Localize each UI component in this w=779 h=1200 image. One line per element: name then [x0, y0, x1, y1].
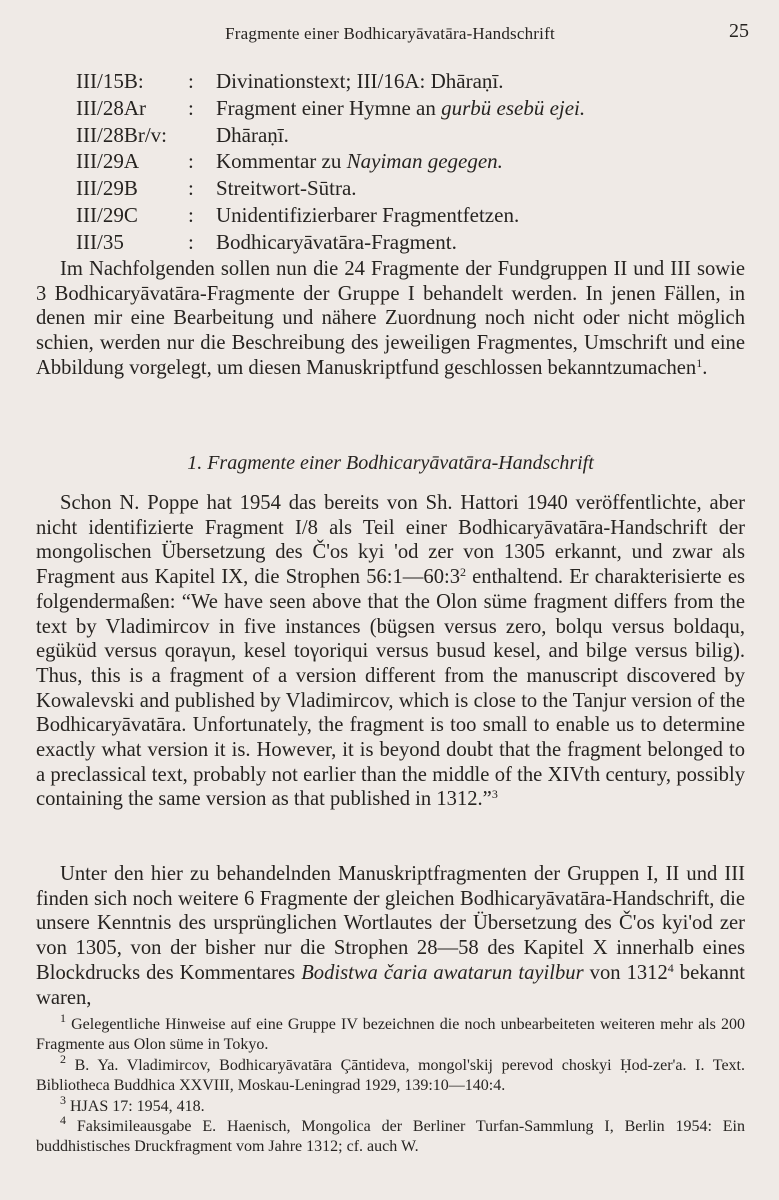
running-title: Fragmente einer Bodhicaryāvatāra-Handschrift	[225, 24, 555, 43]
inventory-colon: :	[188, 69, 194, 93]
inventory-row	[76, 148, 716, 175]
footnote-text: HJAS 17: 1954, 418.	[70, 1097, 205, 1115]
footnote-number: 1	[60, 1011, 66, 1025]
inventory-colon: :	[188, 149, 194, 174]
intro-text: Im Nachfolgenden sollen nun die 24 Fragmente der Fundgruppen II und III sowie 3 Bodhicaryāvatāra-Fragmente der Gruppe I behandelt werden. In jenen Fällen, in denen mir eine Bearbeitung und nähere Zuordnung noch nicht oder nicht möglich schien, werden nur die Beschreibung des jeweiligen Fragmentes, Umschrift und eine Abbildung vorgelegt, um diesen Manuskriptfund geschlossen bekanntzumachen	[36, 258, 745, 379]
inventory-signature: III/28Ar	[76, 95, 146, 120]
inventory-row	[76, 229, 716, 256]
page-number: 25	[729, 20, 749, 42]
paragraph-text: Schon N. Poppe hat 1954 das bereits von Sh. Hattori 1940 veröffentlichte, aber nicht identifizierte Fragment I/8 als Teil einer Bodhicaryāvatāra-Handschrift der mongolischen Übersetzung des Č'os kyi 'od zer von 1305 erkannt, und zwar als Fragment aus Kapitel IX, die Strophen 56:1—60:3	[36, 492, 745, 589]
inventory-signature: III/35	[76, 229, 124, 254]
footnote-text: B. Ya. Vladimircov, Bodhicaryāvatāra Çāntideva, mongol'skij perevod choskyi Ḥod-zer'a. I. Text. Bibliotheca Buddhica XXVIII, Moskau-Leningrad 1929, 139:10—140:4.	[36, 1056, 746, 1095]
footnote-text: Gelegentliche Hinweise auf eine Gruppe IV bezeichnen die noch unbearbeiteten weiteren mehr als 200 Fragmente aus Olon süme in Tokyo.	[36, 1016, 746, 1054]
footnote-ref: 4	[667, 960, 674, 975]
inventory-description: Divinationstext; III/16A: Dhāraṇī.	[216, 69, 504, 93]
inventory-description-italic: Nayiman gegegen.	[346, 149, 503, 174]
inventory-signature: III/15B:	[76, 69, 144, 93]
inventory-colon: :	[188, 95, 194, 120]
footnote	[36, 1113, 745, 1158]
inventory-description-text: Fragment einer Hymne an	[216, 95, 442, 120]
footnote-ref: 3	[491, 787, 498, 802]
footnote	[36, 1051, 746, 1097]
paragraph-text: Unter den hier zu behandelnden Manuskriptfragmenten der Gruppen I, II und III finden sich noch weitere 6 Fragmente der gleichen Bodhicaryāvatāra-Handschrift, die unsere Kenntnis des ursprünglichen Wortlautes der Übersetzung des Č'os kyi'od zer von 1305, von der bisher nur die Strophen 28—58 des Kapitel X innerhalb eines Blockdrucks des Kommentares	[36, 863, 745, 984]
body-paragraph	[36, 862, 745, 1010]
footnote-number: 3	[60, 1092, 66, 1107]
inventory-row	[76, 122, 716, 149]
footnote-ref: 1	[696, 355, 703, 370]
inventory-signature: III/29C	[76, 202, 138, 227]
footnote-text: Faksimileausgabe E. Haenisch, Mongolica der Berliner Turfan-Sammlung I, Berlin 1954: Ein buddhistisches Druckfragment vom Jahre 1312; cf. auch W.	[36, 1118, 745, 1156]
inventory-description: Bodhicaryāvatāra-Fragment.	[216, 229, 457, 254]
inventory-row	[76, 95, 716, 122]
inventory-row	[76, 175, 716, 202]
inventory-row	[76, 202, 716, 229]
inventory-row	[76, 68, 716, 95]
italic-title: Bodistwa čaria awatarun tayilbur	[301, 961, 584, 984]
footnote-number: 4	[60, 1113, 66, 1128]
inventory-colon: :	[188, 202, 194, 227]
paragraph-text: enthaltend. Er charakterisierte es folgendermaßen: “We have seen above that the Olon süme fragment differs from the text by Vladimircov in five instances (bügsen versus zero, bolqu versus boldaqu, egüküd versus qoraγun, kesel toγoriqui versus busud kesel, and bilge versus bilig). Thus, this is a fragment of a version different from the manuscript discovered by Kowalevski and published by Vladimircov, which is close to the Tanjur version of the Bodhicaryāvatāra. Unfortunately, the fragment is too small to enable us to determine exactly what version it is. However, it is beyond doubt that the fragment belonged to a preclassical text, probably not earlier than the middle of the XIVth century, possibly containing the same version as that published in 1312.”	[36, 566, 745, 811]
fragment-inventory-list	[76, 68, 716, 256]
footnote-number: 2	[60, 1051, 66, 1066]
paragraph-text: von 1312	[583, 961, 668, 984]
inventory-signature: III/28Br/v:	[76, 122, 167, 147]
inventory-colon: :	[188, 176, 194, 201]
inventory-description: Dhāraṇī.	[216, 122, 289, 147]
body-paragraph	[36, 491, 745, 812]
inventory-signature: III/29B	[76, 176, 138, 201]
inventory-signature: III/29A	[76, 149, 139, 174]
footnote-ref: 2	[460, 565, 467, 580]
intro-paragraph	[36, 257, 745, 381]
inventory-description: Unidentifizierbarer Fragmentfetzen.	[216, 202, 520, 227]
inventory-description	[216, 148, 716, 175]
paragraph-text: bekannt waren,	[36, 961, 745, 1009]
inventory-description	[216, 95, 716, 122]
intro-end: .	[702, 356, 708, 379]
footnote	[36, 1011, 746, 1056]
section-heading: 1. Fragmente einer Bodhicaryāvatāra-Handschrift	[187, 452, 594, 474]
footnote	[36, 1092, 745, 1117]
footnotes	[36, 1011, 746, 1158]
inventory-description-text: Kommentar zu	[216, 149, 347, 174]
inventory-colon	[188, 122, 216, 149]
inventory-colon: :	[188, 229, 194, 254]
inventory-description-italic: gurbü esebü ejei.	[441, 95, 586, 120]
inventory-description: Streitwort-Sūtra.	[216, 176, 357, 201]
